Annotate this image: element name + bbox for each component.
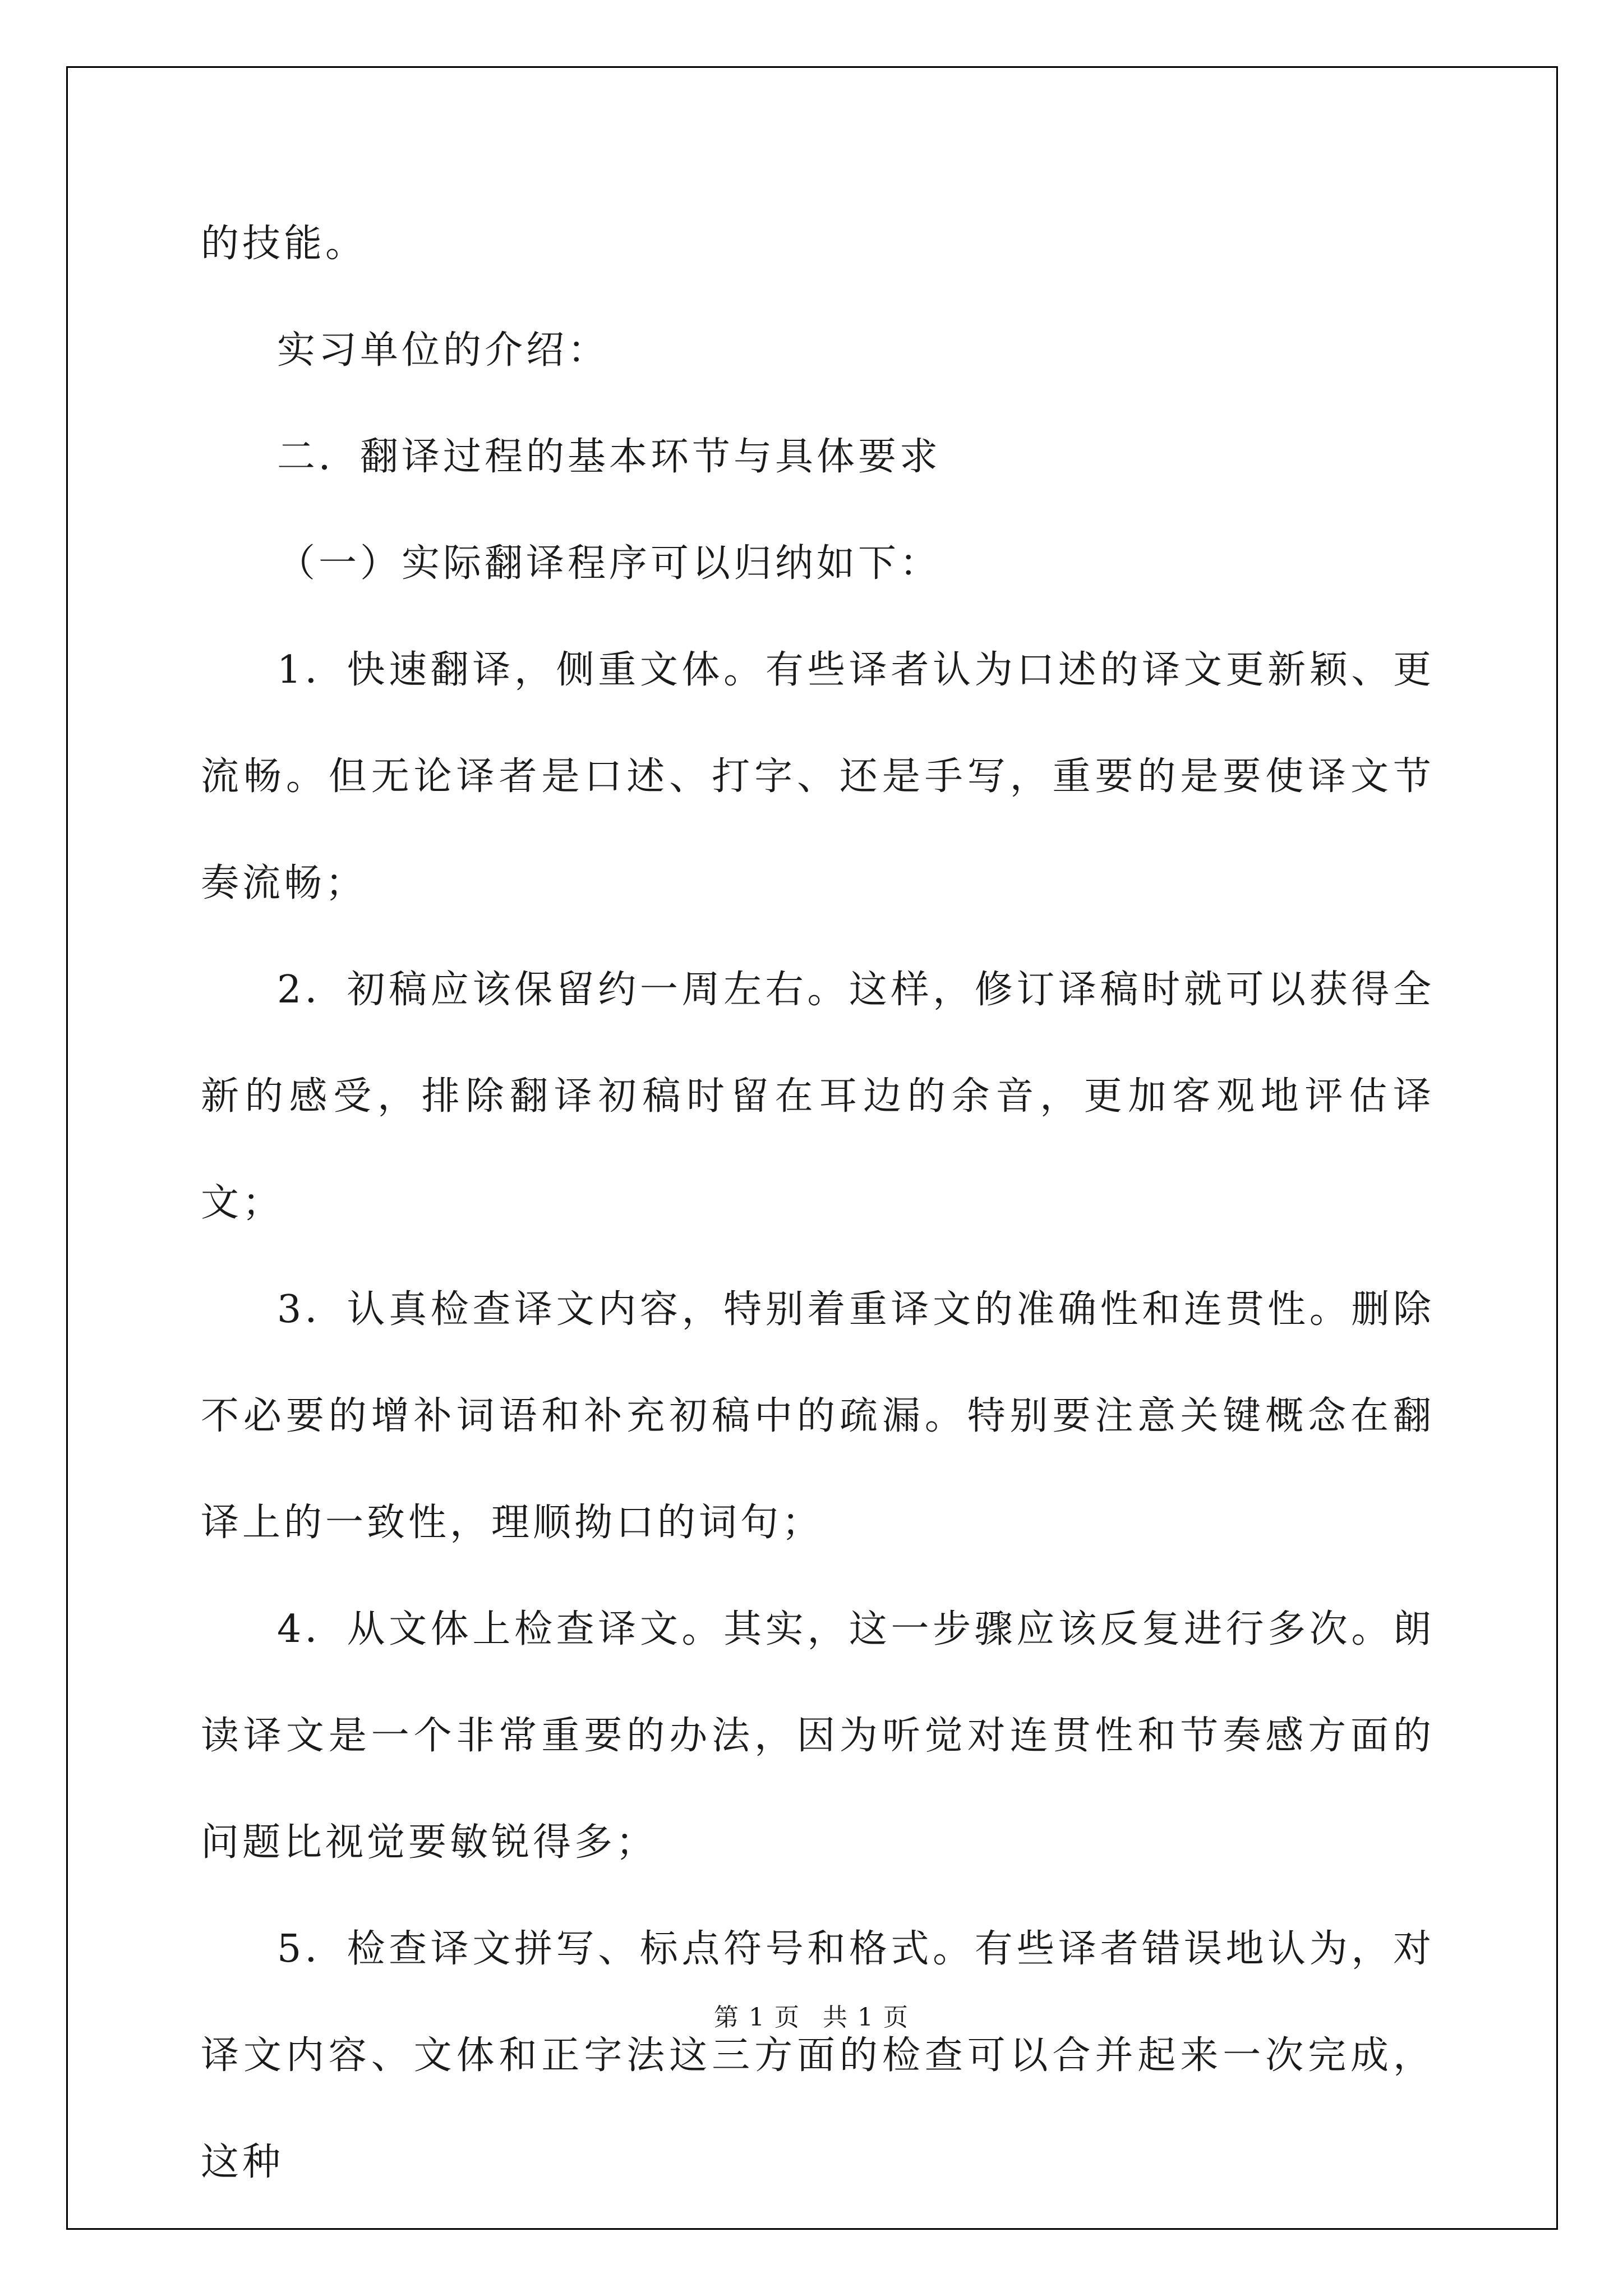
paragraph-continuation: 的技能。 — [201, 222, 367, 266]
page-total-label: 共 1 页 — [823, 2003, 909, 2032]
paragraph-intro-heading: 实习单位的介绍： — [277, 328, 610, 372]
document-body — [201, 191, 1435, 2216]
list-item-5: 5．检查译文拼写、标点符号和格式。有些译者错误地认为，对译文内容、文体和正字法这三方面的检查可以合并起来一次完成，这种 — [201, 1927, 1435, 2184]
page-footer — [0, 1997, 1623, 2033]
page-number-label: 第 1 页 — [714, 2003, 800, 2032]
list-item-1: 1．快速翻译，侧重文体。有些译者认为口述的译文更新颖、更流畅。但无论译者是口述、打字、还是手写，重要的是要使译文节奏流畅； — [201, 648, 1435, 905]
subsection-heading-one: （一）实际翻译程序可以归纳如下： — [277, 541, 942, 586]
list-item-2: 2．初稿应该保留约一周左右。这样，修订译稿时就可以获得全新的感受，排除翻译初稿时留在耳边的余音，更加客观地评估译文； — [201, 968, 1435, 1225]
section-heading-two: 二．翻译过程的基本环节与具体要求 — [277, 435, 942, 479]
list-item-4: 4．从文体上检查译文。其实，这一步骤应该反复进行多次。朗读译文是一个非常重要的办法，因为听觉对连贯性和节奏感方面的问题比视觉要敏锐得多； — [201, 1607, 1435, 1865]
list-item-3: 3．认真检查译文内容，特别着重译文的准确性和连贯性。删除不必要的增补词语和补充初稿中的疏漏。特别要注意关键概念在翻译上的一致性，理顺拗口的词句； — [201, 1287, 1435, 1545]
